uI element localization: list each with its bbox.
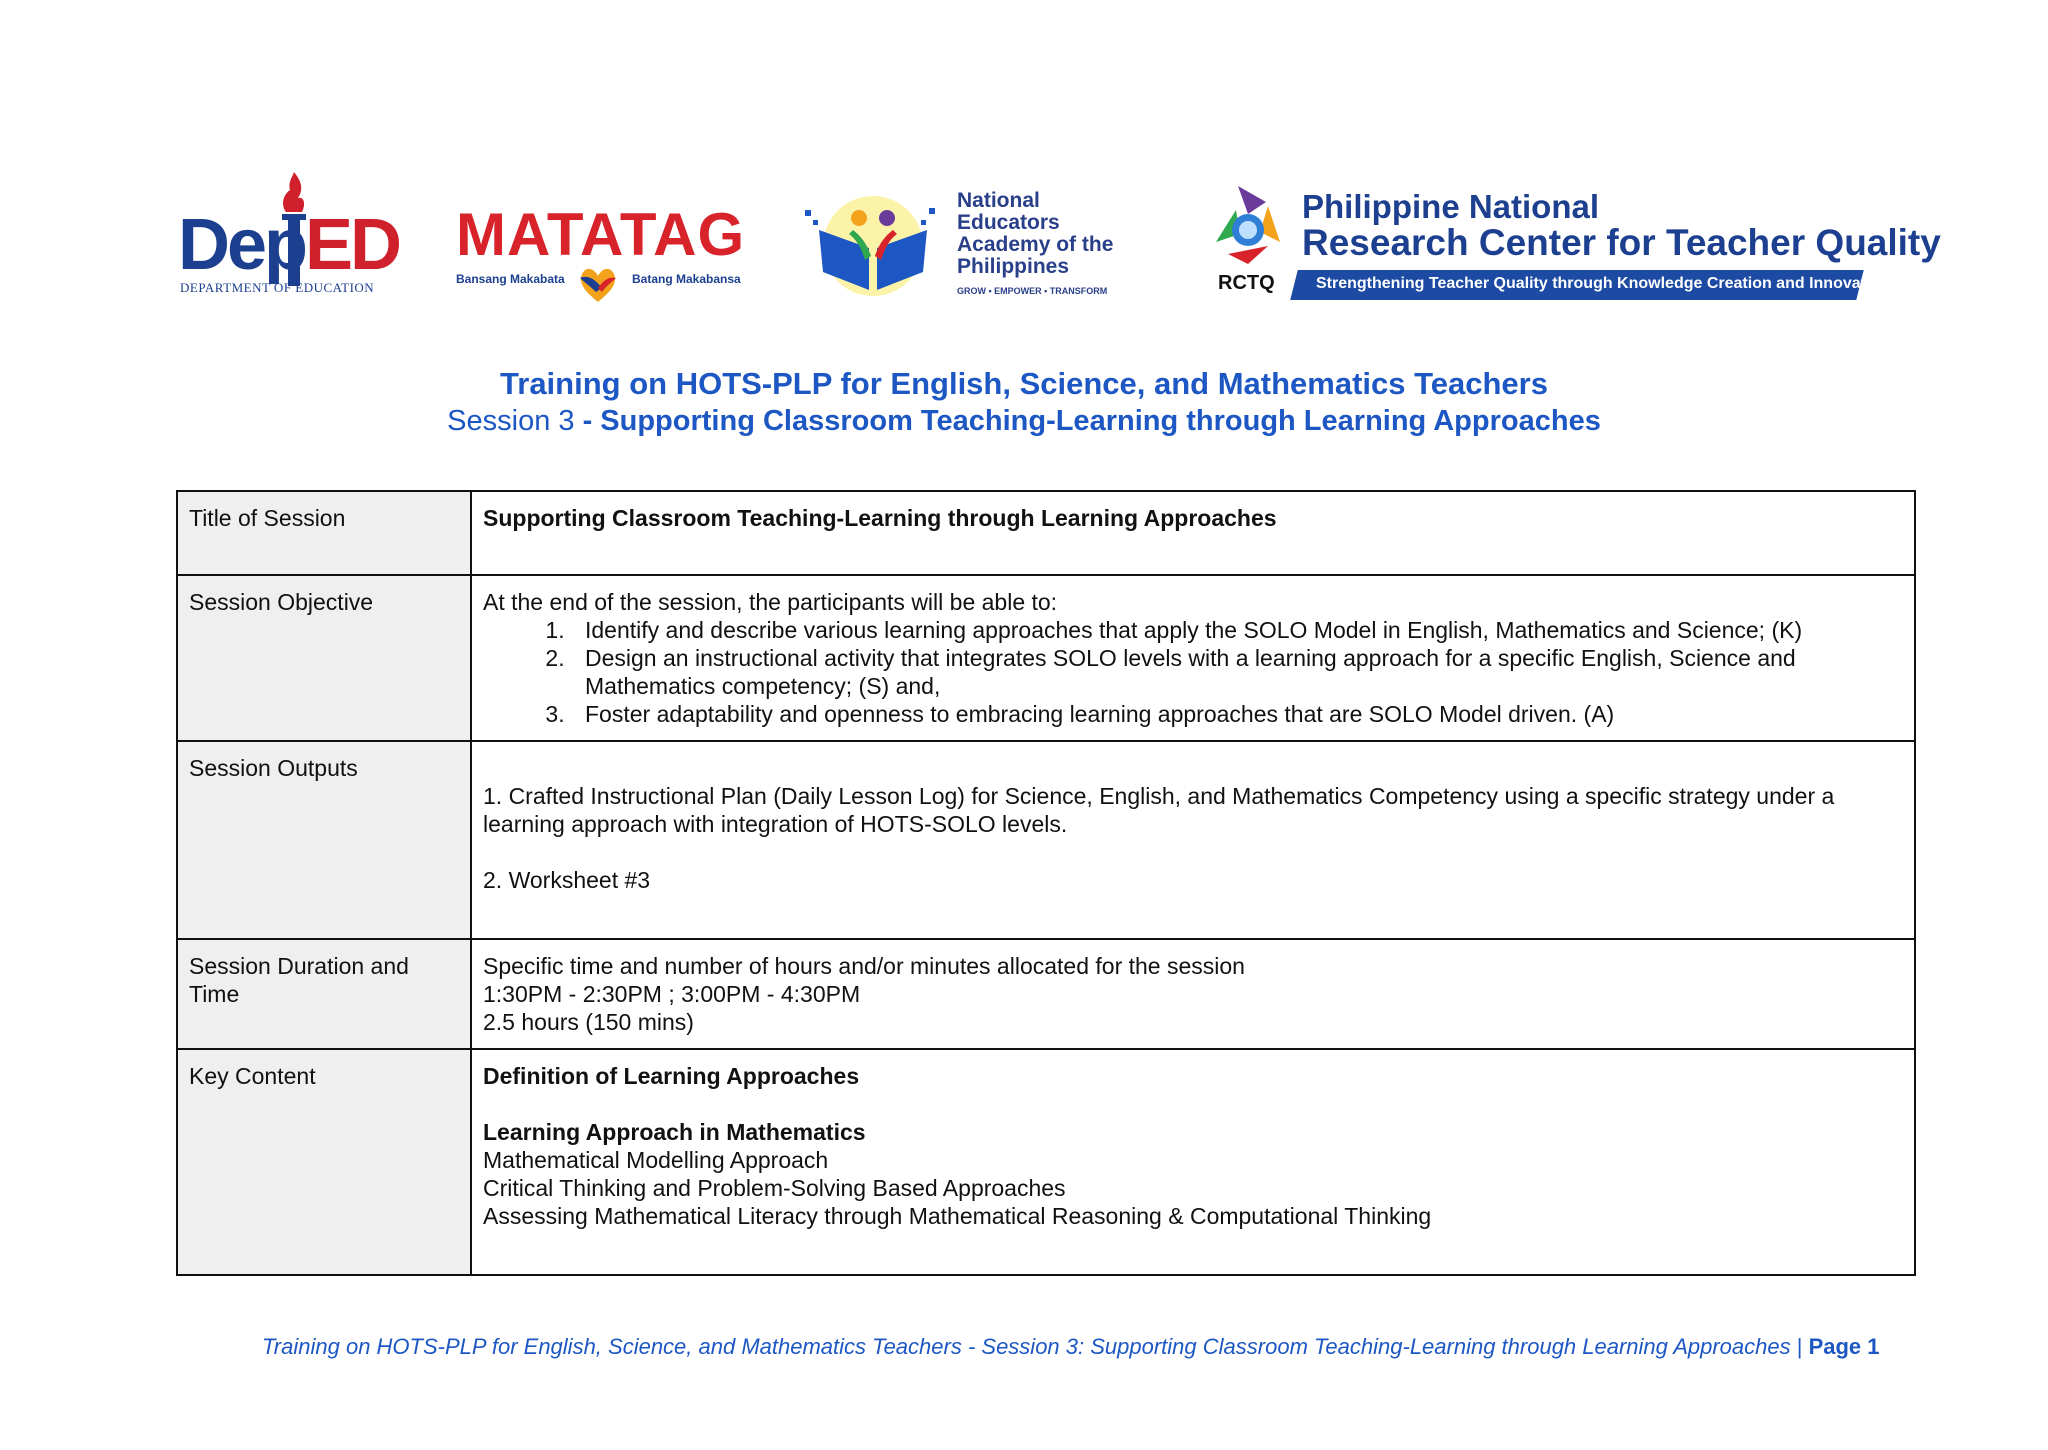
session-title-value: Supporting Classroom Teaching-Learning through Learning Approaches <box>471 491 1915 575</box>
neap-name: National Educators Academy of the Philippines <box>957 189 1114 278</box>
neap-tagline: GROW • EMPOWER • TRANSFORM <box>957 286 1108 296</box>
heart-hands-icon <box>576 264 620 304</box>
list-item: 1. Identify and describe various learning approaches that apply the SOLO Model in English, Mathematics and Science; (K) <box>571 616 1903 644</box>
page-number: 1 <box>1867 1334 1880 1359</box>
row-label: Session Duration and Time <box>177 939 471 1049</box>
list-item: Mathematical Modelling Approach <box>483 1147 829 1173</box>
table-row <box>177 741 1915 939</box>
objective-intro: At the end of the session, the participants will be able to: <box>483 589 1058 615</box>
deped-wordmark: DepED <box>178 205 400 285</box>
neap-logo <box>801 190 1141 310</box>
matatag-left-tag: Bansang Makabata <box>456 272 565 286</box>
objective-list <box>483 616 1903 728</box>
table-row <box>177 575 1915 741</box>
document-title: Training on HOTS-PLP for English, Science, and Mathematics Teachers <box>500 366 1548 401</box>
table-row <box>177 491 1915 575</box>
list-item: 2. Design an instructional activity that integrates SOLO levels with a learning approach for a specific English, Science and Mathematics competency; (S) and, <box>571 644 1903 700</box>
rctq-abbreviation: RCTQ <box>1218 272 1275 294</box>
matatag-right-tag: Batang Makabansa <box>632 272 741 286</box>
list-item: 3. Foster adaptability and openness to embracing learning approaches that are SOLO Model driven. (A) <box>571 700 1903 728</box>
list-item: Critical Thinking and Problem-Solving Based Approaches <box>483 1175 1066 1201</box>
matatag-wordmark: MATATAG <box>456 201 746 268</box>
deped-logo <box>176 170 406 300</box>
rctq-logo <box>1194 178 1941 318</box>
page-footer: Training on HOTS-PLP for English, Science, and Mathematics Teachers - Session 3: Supporting Classroom Teaching-Learning through Learning Approaches | Page 1 <box>262 1334 1880 1359</box>
book-sunrise-icon <box>801 190 941 300</box>
key-content-heading: Definition of Learning Approaches <box>483 1063 860 1089</box>
row-label: Session Outputs <box>177 741 471 939</box>
rctq-title-line1: Philippine National <box>1302 188 1600 225</box>
logo-strip <box>176 170 1941 320</box>
output-item: 2. Worksheet #3 <box>483 867 651 893</box>
key-content-subheading: Learning Approach in Mathematics <box>483 1119 866 1145</box>
output-item: 1. Crafted Instructional Plan (Daily Lesson Log) for Science, English, and Mathematics Competency using a specific strategy under a learning approach with integration of HOTS-SOLO levels. <box>483 783 1835 837</box>
session-table <box>176 490 1916 1276</box>
rctq-emblem-icon <box>1208 184 1288 268</box>
rctq-tagline: Strengthening Teacher Quality through Knowledge Creation and Innovation <box>1316 275 1890 292</box>
row-label: Title of Session <box>177 491 471 575</box>
session-objective-value <box>471 575 1915 741</box>
session-outputs-value <box>471 741 1915 939</box>
session-heading: Session 3 - Supporting Classroom Teaching-Learning through Learning Approaches <box>447 405 1601 437</box>
session-duration-value: Specific time and number of hours and/or minutes allocated for the session 1:30PM - 2:30PM ; 3:00PM - 4:30PM 2.5 hours (150 mins) <box>471 939 1915 1049</box>
table-row <box>177 1049 1915 1275</box>
row-label: Key Content <box>177 1049 471 1275</box>
rctq-title-line2: Research Center for Teacher Quality <box>1302 222 1941 263</box>
row-label: Session Objective <box>177 575 471 741</box>
deped-subtitle: DEPARTMENT OF EDUCATION <box>180 280 375 295</box>
table-row <box>177 939 1915 1049</box>
matatag-logo <box>456 200 756 310</box>
list-item: Assessing Mathematical Literacy through Mathematical Reasoning & Computational Thinking <box>483 1203 1432 1229</box>
key-content-value <box>471 1049 1915 1275</box>
